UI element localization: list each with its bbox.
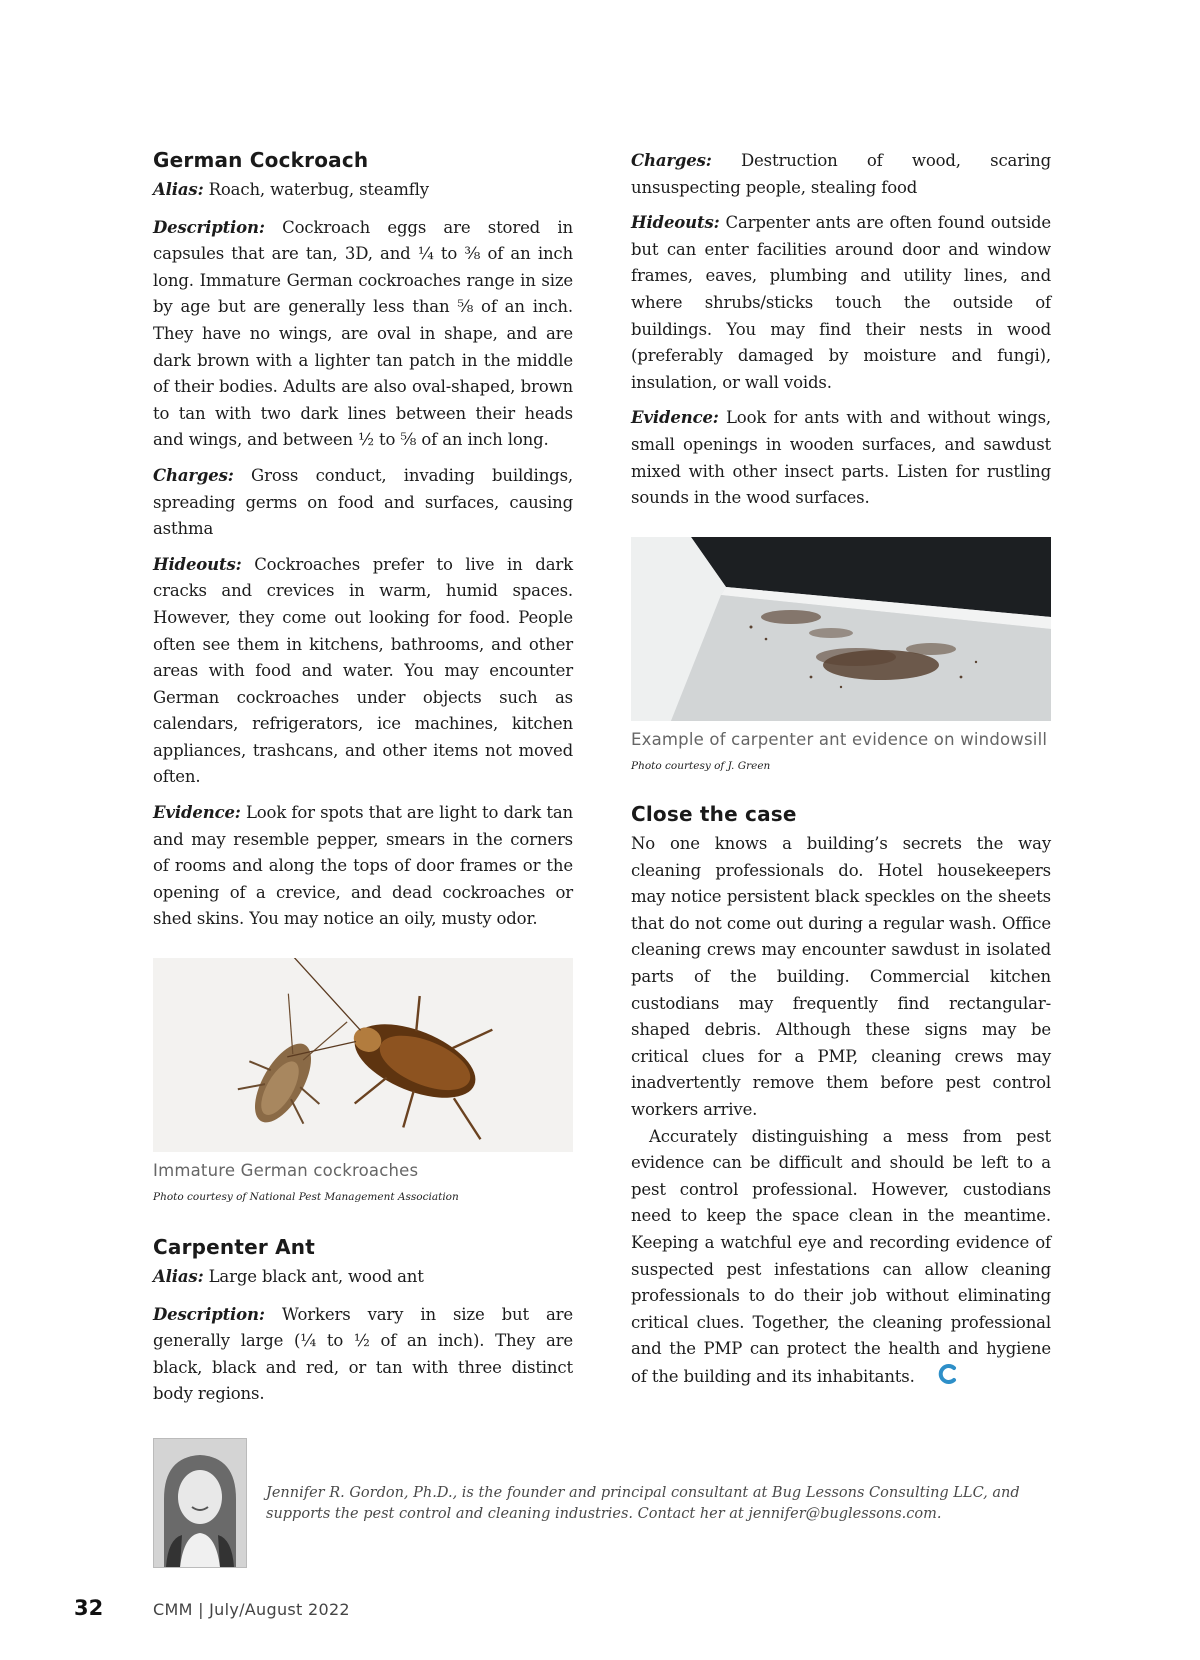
german-cockroach-heading: German Cockroach bbox=[153, 148, 369, 172]
cockroach-photo-credit: Photo courtesy of National Pest Management Association bbox=[153, 1191, 459, 1204]
charges-label: Charges: bbox=[631, 151, 712, 170]
charges-text: Gross conduct, invading buildings, spreading germs on food and surfaces, causing asthma bbox=[153, 465, 573, 539]
hideouts-label: Hideouts: bbox=[153, 554, 242, 574]
end-of-article-icon bbox=[919, 1363, 959, 1394]
german-hideouts bbox=[153, 552, 573, 791]
windowsill-photo-credit: Photo courtesy of J. Green bbox=[631, 759, 771, 772]
right-column bbox=[631, 148, 1051, 804]
carpenter-alias bbox=[153, 1264, 573, 1291]
carpenter-ant-heading: Carpenter Ant bbox=[153, 1235, 315, 1260]
publication-info: CMM | July/August 2022 bbox=[153, 1600, 350, 1619]
carpenter-hideouts bbox=[631, 210, 1051, 396]
cockroach-photo bbox=[153, 958, 573, 1152]
windowsill-figure bbox=[631, 537, 1051, 772]
carpenter-charges bbox=[631, 148, 1051, 201]
carpenter-evidence bbox=[631, 405, 1051, 511]
close-paragraph-1: No one knows a building’s secrets the way cleaning professionals do. Hotel housekeepers may notice persistent black speckles on the sheets that do not come out during a regular wash. Office cleaning crews may encounter sawdust in isolated parts of the building. Commercial kitchen custodians may frequently find rectangular-shaped debris. Although these signs may be critical clues for a PMP, cleaning crews may inadvertently remove them before pest control workers arrive. bbox=[631, 834, 1051, 1119]
close-the-case-section bbox=[631, 802, 1051, 1402]
windowsill-caption: Example of carpenter ant evidence on windowsill bbox=[631, 729, 1048, 749]
alias-label: Alias: bbox=[153, 1267, 204, 1287]
hideouts-label: Hideouts: bbox=[631, 213, 720, 233]
carpenter-description bbox=[153, 1302, 573, 1408]
alias-text: Large black ant, wood ant bbox=[203, 1267, 424, 1287]
cockroach-figure bbox=[153, 958, 573, 1203]
left-column bbox=[153, 148, 573, 1417]
description-text: Workers vary in size but are generally large (¼ to ½ of an inch). They are black, black and red, or tan with three distinct body regions. bbox=[153, 1304, 573, 1404]
close-the-case-heading: Close the case bbox=[631, 802, 797, 826]
charges-label: Charges: bbox=[153, 465, 234, 485]
hideouts-text: Cockroaches prefer to live in dark cracks and crevices in warm, humid spaces. However, they come out looking for food. People often see them in kitchens, bathrooms, and other areas with food and water. You may encounter German cockroaches under objects such as calendars, refrigerators, ice machines, kitchen appliances, trashcans, and other items not moved often. bbox=[153, 554, 573, 787]
close-paragraph-2 bbox=[631, 1124, 1051, 1394]
author-bio bbox=[153, 1438, 1053, 1572]
german-evidence bbox=[153, 800, 573, 933]
charges-text: Destruction of wood, scaring unsuspecting people, stealing food bbox=[631, 151, 1051, 197]
description-label: Description: bbox=[153, 1304, 265, 1324]
author-bio-text: Jennifer R. Gordon, Ph.D., is the founder and principal consultant at Bug Lessons Consulting LLC, and supports the pest control and cleaning industries. Contact her at jennifer@buglessons.com. bbox=[266, 1485, 1020, 1522]
windowsill-photo bbox=[631, 537, 1051, 721]
german-charges bbox=[153, 463, 573, 543]
evidence-text: Look for ants with and without wings, small openings in wooden surfaces, and sawdust mixed with other insect parts. Listen for rustling sounds in the wood surfaces. bbox=[631, 408, 1051, 508]
page-footer bbox=[0, 1596, 1200, 1626]
german-description bbox=[153, 215, 573, 454]
cockroach-caption: Immature German cockroaches bbox=[153, 1161, 419, 1181]
hideouts-text: Carpenter ants are often found outside but can enter facilities around door and window frames, eaves, plumbing and utility lines, and where shrubs/sticks touch the outside of buildings. You may find their nests in wood (preferably damaged by moisture and fungi), insulation, or wall voids. bbox=[631, 213, 1051, 392]
evidence-text: Look for spots that are light to dark tan and may resemble pepper, smears in the corners of rooms and along the tops of door frames or the opening of a crevice, and dead cockroaches or shed skins. You may notice an oily, musty odor. bbox=[153, 803, 573, 929]
author-headshot bbox=[153, 1438, 247, 1568]
page-number: 32 bbox=[74, 1596, 104, 1620]
evidence-label: Evidence: bbox=[631, 408, 719, 428]
close-paragraph-2-text: Accurately distinguishing a mess from pest evidence can be difficult and should be left to a pest control professional. However, custodians need to keep the space clean in the meantime. Keeping a watchful eye and recording evidence of suspected pest infestations can allow cleaning professionals to do their job without eliminating critical clues. Together, the cleaning professional and the PMP can protect the health and hygiene of the building and its inhabitants. bbox=[631, 1126, 1051, 1386]
description-label: Description: bbox=[153, 217, 265, 237]
german-alias bbox=[153, 177, 573, 204]
description-text: Cockroach eggs are stored in capsules that are tan, 3D, and ¼ to ⅜ of an inch long. Immature German cockroaches range in size by age but are generally less than ⅝ of an inch. They have no wings, are oval in shape, and are dark brown with a lighter tan patch in the middle of their bodies. Adults are also oval-shaped, brown to tan with two dark lines between their heads and wings, and between ½ to ⅝ of an inch long. bbox=[153, 217, 573, 450]
evidence-label: Evidence: bbox=[153, 803, 241, 823]
alias-label: Alias: bbox=[153, 180, 204, 199]
alias-text: Roach, waterbug, steamfly bbox=[203, 180, 429, 199]
